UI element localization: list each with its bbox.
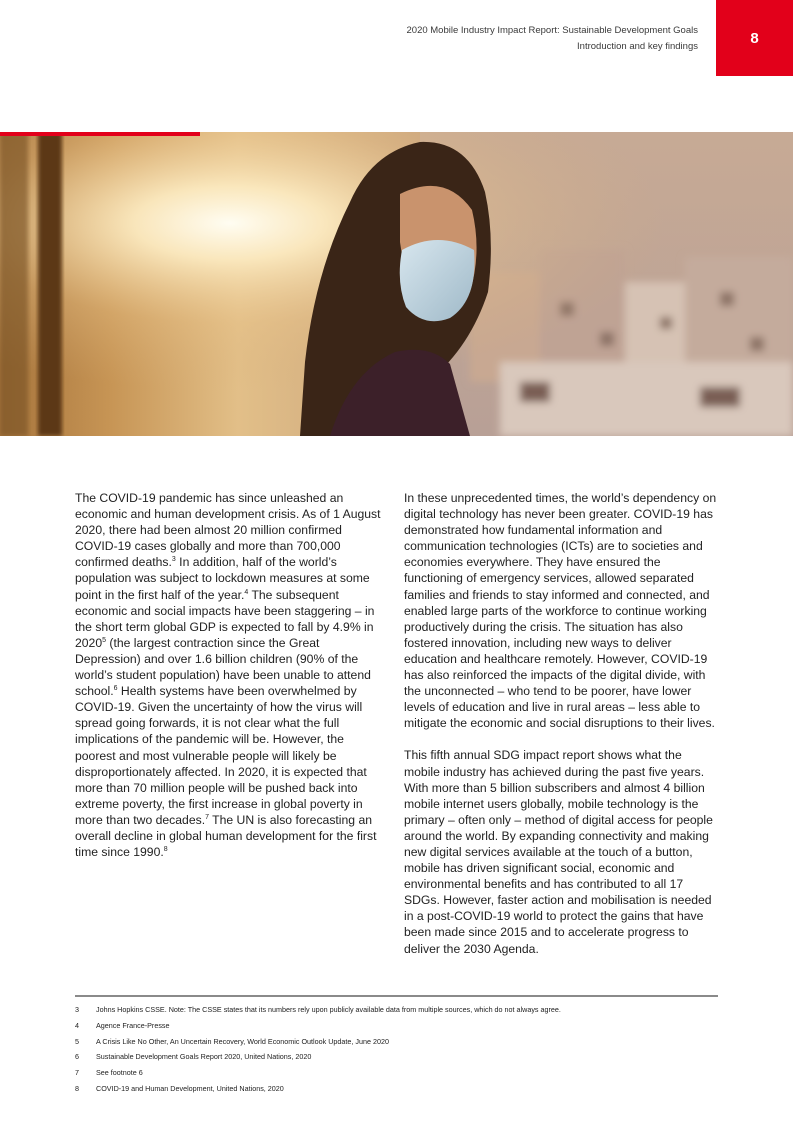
intro-paragraph: The COVID-19 pandemic has since unleashed an economic and human development crisis. As of 1 August 2020, there had been almost 20 million confirmed COVID-19 cases globally and more than 700,000 confirmed deaths.$^3$ In addition, half of the world’s population was subject to lockdown measures at some point in the first half of the year.$^4$ The subsequent economic and social impacts have been staggering – in the short term global GDP is expected to fall by 4.9% in 2020$^5$ (the largest contraction since the Great Depression) and over 1.6 billion children (90% of the world’s student population) have been unable to attend school.$^6$ Health systems have been overwhelmed by COVID-19. Given the uncertainty of how the virus will spread going forwards, it is not clear what the full implications of the pandemic will be. However, the poorest and most vulnerable people will likely be disproportionately affected. In 2020, it is expected that more than 70 million people will be pushed back into extreme poverty, the first increase in global poverty in more than two decades.$^7$ The UN is also forecasting an overall decline in global human development for the first time since 1990.$^8$ xyxy=(75,491,381,860)
report-title: 2020 Mobile Industry Impact Report: Sustainable Development Goals xyxy=(406,25,698,36)
window-frame xyxy=(0,132,28,436)
page-header xyxy=(0,0,793,76)
footnote-item: 7 See footnote 6 xyxy=(75,1068,143,1078)
footnote-ref-6: 6 xyxy=(113,685,118,693)
section-title: Introduction and key findings xyxy=(577,41,698,52)
body-paragraph: In these unprecedented times, the world’s dependency on digital technology has never been greater. COVID-19 has demonstrated how fundamental information and communication technologies (ICTs) are to societies and economies everywhere. They have ensured the functioning of emergency services, allowed separated families and friends to stay informed and connected, and enabled large parts of the workforce to continue working productively during the crisis. The situation has also fostered innovation, including new ways to deliver education and healthcare remotely. However, COVID-19 has also reinforced the impacts of the digital divide, with the unconnected – who tend to be poorer, have lower levels of education and live in rural areas – less able to mitigate the economic and social disruptions to their lives. xyxy=(404,491,717,731)
right-column xyxy=(404,490,720,957)
footnote-item: 6 Sustainable Development Goals Report 2020, United Nations, 2020 xyxy=(75,1052,312,1062)
left-column xyxy=(75,490,387,860)
footnotes-divider xyxy=(75,995,718,997)
footnote-ref-8: 8 xyxy=(163,846,168,854)
red-accent-bar xyxy=(0,132,200,136)
footnote-ref-5: 5 xyxy=(102,636,107,644)
body-paragraph: This fifth annual SDG impact report shows what the mobile industry has achieved during the past five years. With more than 5 billion subscribers and almost 4 billion mobile internet users globally, mobile technology is the primary – often only – method of digital access for people around the world. By expanding connectivity and making new digital services available at the touch of a button, mobile has driven significant social, economic and environmental benefits and has contributed to all 17 SDGs. However, faster action and mobilisation is needed in a post-COVID-19 world to protect the gains that have been made since 2015 and to accelerate progress to deliver the 2030 Agenda. xyxy=(404,748,713,956)
footnote-ref-3: 3 xyxy=(171,556,176,564)
footnote-item: 5 A Crisis Like No Other, An Uncertain Recovery, World Economic Outlook Update, June 2020 xyxy=(75,1036,389,1046)
hero-photo xyxy=(0,132,793,436)
footnote-item: 4 Agence France-Presse xyxy=(75,1021,170,1031)
footnotes xyxy=(75,1002,718,1096)
page-number-badge: 8 xyxy=(716,0,793,76)
header-titles xyxy=(407,23,699,55)
footnote-ref-4: 4 xyxy=(244,588,249,596)
footnote-item: 3 Johns Hopkins CSSE. Note: The CSSE states that its numbers rely upon publicly available data from multiple sources, which do not always agree. xyxy=(75,1005,561,1015)
footnote-ref-7: 7 xyxy=(205,813,209,821)
hero-photo-illustration xyxy=(0,132,793,436)
footnote-item: 8 COVID-19 and Human Development, United Nations, 2020 xyxy=(75,1083,284,1093)
